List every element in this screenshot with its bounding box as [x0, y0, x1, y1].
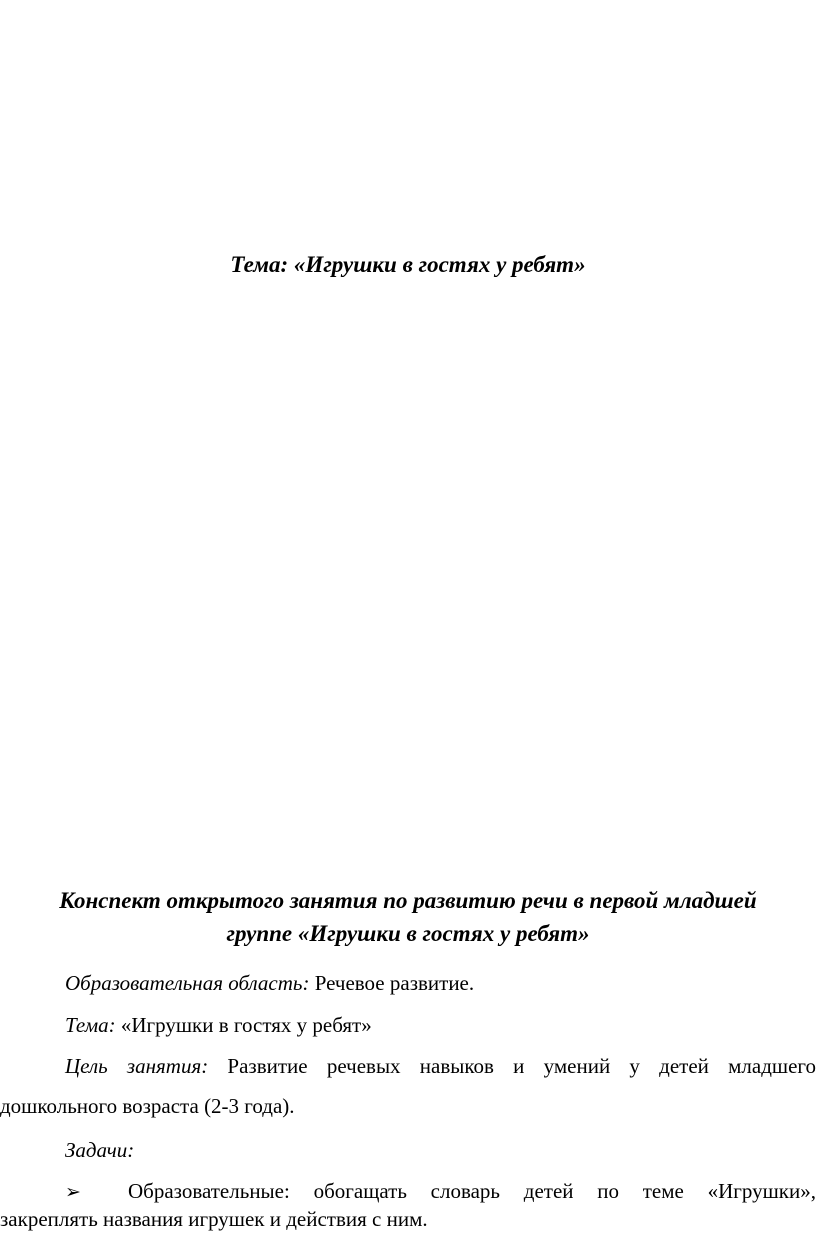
arrowhead-bullet-icon: ➢: [65, 1181, 81, 1203]
task-educational-line1: Образовательные: обогащать словарь детей по теме «Игрушки»,: [128, 1179, 816, 1203]
section-heading-line1: Конспект открытого занятия по развитию речи в первой младшей: [59, 888, 757, 913]
theme-value: «Игрушки в гостях у ребят»: [115, 1013, 372, 1037]
section-heading-line2: группе «Игрушки в гостях у ребят»: [226, 921, 590, 946]
paragraph-education-area: [0, 969, 816, 997]
goal-text-line2: дошкольного возраста (2-3 года).: [0, 1094, 295, 1118]
theme-label: Тема:: [65, 1013, 116, 1037]
list-item-educational-line1: [0, 1177, 816, 1205]
task-educational-line2: закреплять названия игрушек и действия с ним.: [0, 1207, 428, 1231]
page-title: Тема: «Игрушки в гостях у ребят»: [230, 252, 586, 277]
goal-text-line1: Развитие речевых навыков и умений у детей младшего: [208, 1054, 816, 1078]
document-body: [0, 969, 816, 1233]
paragraph-goal-line2: [0, 1092, 816, 1120]
paragraph-theme: [0, 1011, 816, 1039]
tasks-label: Задачи:: [65, 1138, 135, 1162]
list-item-educational-line2: [0, 1205, 816, 1233]
paragraph-goal-line1: [0, 1052, 816, 1080]
section-heading: [0, 884, 816, 950]
education-area-value: Речевое развитие.: [309, 971, 475, 995]
goal-label: Цель занятия:: [65, 1054, 209, 1078]
education-area-label: Образовательная область:: [65, 971, 310, 995]
paragraph-tasks-label: [0, 1136, 816, 1164]
